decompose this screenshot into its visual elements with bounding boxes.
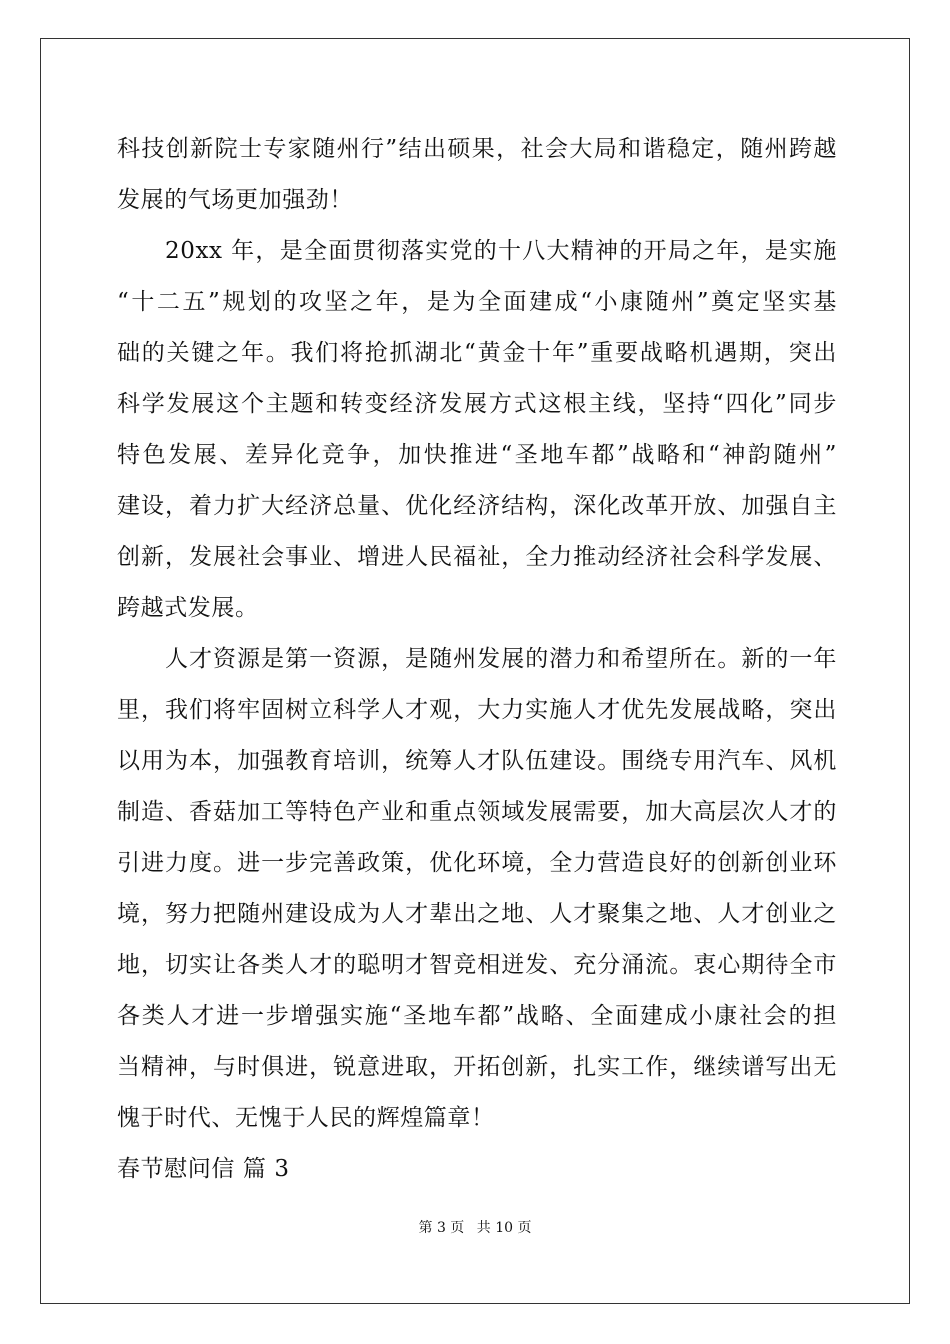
text-line: 里，我们将牢固树立科学人才观，大力实施人才优先发展战略，突出 [117,697,837,723]
text-line: 创新，发展社会事业、增进人民福祉，全力推动经济社会科学发展、 [117,544,837,570]
page-total: 共 10 页 [476,1220,532,1236]
text-line: 科技创新院士专家随州行”结出硕果，社会大局和谐稳定，随州跨越 [117,136,837,162]
text-line: 引进力度。进一步完善政策，优化环境，全力营造良好的创新创业环 [117,850,837,876]
text-line: 制造、香菇加工等特色产业和重点领域发展需要，加大高层次人才的 [117,799,837,825]
text-line: 跨越式发展。 [117,595,259,621]
text-line: “十二五”规划的攻坚之年，是为全面建成“小康随州”奠定坚实基 [117,289,837,315]
text-line: 愧于时代、无愧于人民的辉煌篇章！ [117,1105,495,1131]
text-line: 地，切实让各类人才的聪明才智竞相迸发、充分涌流。衷心期待全市 [117,952,837,978]
text-line: 科学发展这个主题和转变经济发展方式这根主线，坚持“四化”同步 [117,391,837,417]
text-line: 当精神，与时俱进，锐意进取，开拓创新，扎实工作，继续谱写出无 [117,1054,837,1080]
text-line: 特色发展、差异化竞争，加快推进“圣地车都”战略和“神韵随州” [117,442,837,468]
paragraph-start-line: 20xx 年，是全面贯彻落实党的十八大精神的开局之年，是实施 [165,238,837,264]
text-line: 境，努力把随州建设成为人才辈出之地、人才聚集之地、人才创业之 [117,901,837,927]
page-footer [0,1218,950,1238]
text-line: 以用为本，加强教育培训，统筹人才队伍建设。围绕专用汽车、风机 [117,748,837,774]
document-body [117,124,837,1195]
section-heading: 春节慰问信 篇 3 [117,1156,290,1182]
text-line: 建设，着力扩大经济总量、优化经济结构，深化改革开放、加强自主 [117,493,837,519]
page-number: 第 3 页 [418,1220,465,1236]
paragraph-start-line: 人才资源是第一资源，是随州发展的潜力和希望所在。新的一年 [165,646,837,672]
text-line: 发展的气场更加强劲！ [117,187,353,213]
text-line: 各类人才进一步增强实施“圣地车都”战略、全面建成小康社会的担 [117,1003,837,1029]
text-line: 础的关键之年。我们将抢抓湖北“黄金十年”重要战略机遇期，突出 [117,340,837,366]
